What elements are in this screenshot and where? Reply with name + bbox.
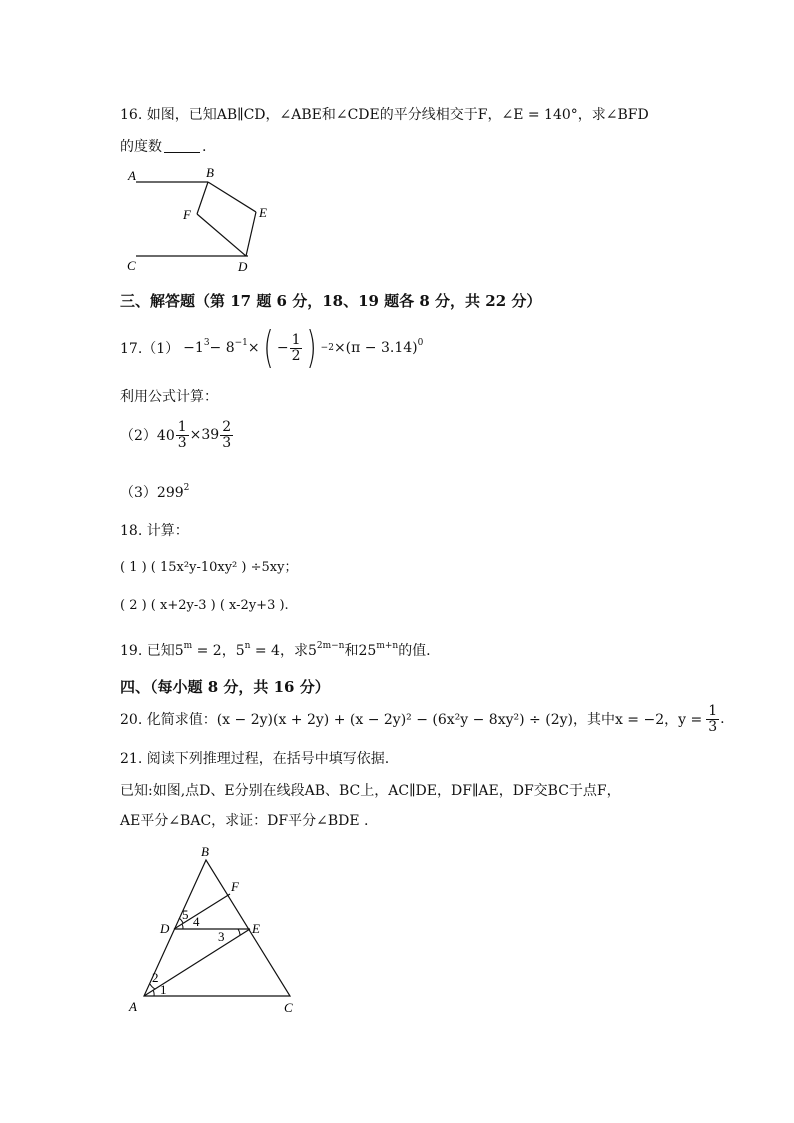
angle-label-3: 3 xyxy=(218,929,225,944)
label-d: D xyxy=(238,259,248,274)
q17-minus8-base: − 8 xyxy=(209,340,235,356)
q17-p3-exp: 2 xyxy=(183,483,190,493)
q17-times2: × xyxy=(333,340,346,356)
label-c: C xyxy=(284,1000,293,1015)
segment-be xyxy=(208,182,256,212)
segment-bf xyxy=(197,182,208,214)
segment-fd xyxy=(197,214,246,256)
q17-half-fraction xyxy=(290,333,303,363)
q17-pi-expr: (π − 3.14) xyxy=(345,340,418,356)
q17-times1: × xyxy=(247,340,260,356)
label-a: A xyxy=(129,999,137,1014)
q19-exp-n: n xyxy=(244,641,251,651)
q19-exp-m: m xyxy=(183,641,193,651)
q17-p2-fraction1 xyxy=(176,420,189,450)
q20-y-den: 3 xyxy=(708,718,718,735)
q20-line xyxy=(120,704,725,734)
q17-neg: − xyxy=(276,340,289,356)
q17-half-num: 1 xyxy=(291,331,301,348)
q17-formula-note: 利用公式计算： xyxy=(120,389,218,405)
q17-p2-num2: 2 xyxy=(222,419,232,435)
q19-line xyxy=(120,640,431,660)
q20-y-num: 1 xyxy=(708,703,718,719)
q17-prefix: 17.（1） xyxy=(120,341,180,357)
angle-arc-1 xyxy=(153,990,154,996)
q20-prefix: 20. 化简求值： xyxy=(120,712,217,729)
left-paren: ( xyxy=(263,322,274,373)
q17-part1: 17.（1） $-1^3$ − $8^{-1}$ × ( − $\frac{1}{2}$ ) −2 × $(\pi - 3.14)^0$ xyxy=(120,322,424,373)
q16-line2-prefix: 的度数 xyxy=(120,139,162,155)
q19-exp2: m+n xyxy=(376,641,399,651)
q17-term1-exp: 3 xyxy=(203,338,210,348)
segment-ed xyxy=(246,212,256,256)
q17-part2 xyxy=(120,420,234,450)
section3-title: 三、解答题（第 17 题 6 分，18、19 题各 8 分，共 22 分） xyxy=(120,292,542,310)
q18-part2: ( 2 ) ( x+2y-3 ) ( x-2y+3 ). xyxy=(120,598,289,613)
angle-label-5: 5 xyxy=(182,907,189,922)
q19-prefix: 19. 已知5 xyxy=(120,643,184,659)
q17-p2-times: ×39 xyxy=(189,427,220,444)
q16-line2 xyxy=(120,136,206,156)
q17-p2-fraction2 xyxy=(220,420,233,450)
angle-arc-4 xyxy=(182,924,183,929)
q16-line1: 16. 如图，已知AB∥CD，∠ABE和∠CDE的平分线相交于F，∠E = 140°，求∠BFD xyxy=(120,107,649,123)
q17-term1 xyxy=(183,340,209,356)
angle-arc-3 xyxy=(238,929,240,935)
q20-end: . xyxy=(720,711,725,728)
q21-line1: 21. 阅读下列推理过程，在括号中填写依据. xyxy=(120,751,390,767)
answer-blank[interactable] xyxy=(164,138,200,153)
q20-y-fraction xyxy=(706,704,719,734)
q19-suffix: 的值. xyxy=(398,643,431,659)
q17-term1-base: −1 xyxy=(183,340,204,356)
q17-part3 xyxy=(120,482,189,502)
label-e: E xyxy=(252,921,260,936)
label-d: D xyxy=(160,921,170,936)
label-f: F xyxy=(183,207,191,222)
label-b: B xyxy=(206,165,214,180)
q17-p2-prefix: （2）40 xyxy=(120,428,175,445)
angle-label-2: 2 xyxy=(152,970,159,985)
angle-label-4: 4 xyxy=(193,914,200,929)
q19-eq1: = 2，5 xyxy=(192,643,245,659)
q17-p2-den2: 3 xyxy=(222,434,232,451)
q17-pi-term xyxy=(346,340,424,356)
q21-line2: 已知:如图,点D、E分别在线段AB、BC上，AC∥DE，DF∥AE，DF交BC于点F， xyxy=(120,783,621,799)
q21-line3: AE平分∠BAC，求证：DF平分∠BDE . xyxy=(120,813,369,829)
q18-part1: ( 1 ) ( 15x²y-10xy² ) ÷5xy； xyxy=(120,560,298,575)
q17-minus8 xyxy=(210,340,248,356)
angle-label-1: 1 xyxy=(160,982,167,997)
q17-p2-num1: 1 xyxy=(177,419,187,435)
label-a: A xyxy=(128,168,136,183)
q16-line2-suffix: . xyxy=(202,139,207,155)
q17-half-den: 2 xyxy=(291,347,301,364)
q19-and: 和25 xyxy=(344,643,377,659)
label-f: F xyxy=(231,879,239,894)
q18-title: 18. 计算： xyxy=(120,523,189,539)
right-paren: ) xyxy=(306,322,318,373)
section4-title: 四、（每小题 8 分，共 16 分） xyxy=(120,678,330,696)
label-e: E xyxy=(259,205,267,220)
q19-eq2: = 4，求5 xyxy=(250,643,317,659)
q20-expression: (x − 2y)(x + 2y) + (x − 2y)² − (6x²y − 8xy²) ÷ (2y)，其中x = −2，y = xyxy=(216,712,703,729)
q17-p3-base: （3）299 xyxy=(120,485,184,501)
label-c: C xyxy=(127,258,136,273)
q19-exp1: 2m−n xyxy=(316,641,345,651)
label-b: B xyxy=(201,844,209,859)
q17-p2-den1: 3 xyxy=(177,434,187,451)
q17-pi-exp: 0 xyxy=(417,338,424,348)
q16-figure xyxy=(120,162,280,274)
q21-figure xyxy=(124,842,310,1018)
q17-minus8-exp: −1 xyxy=(234,338,248,348)
